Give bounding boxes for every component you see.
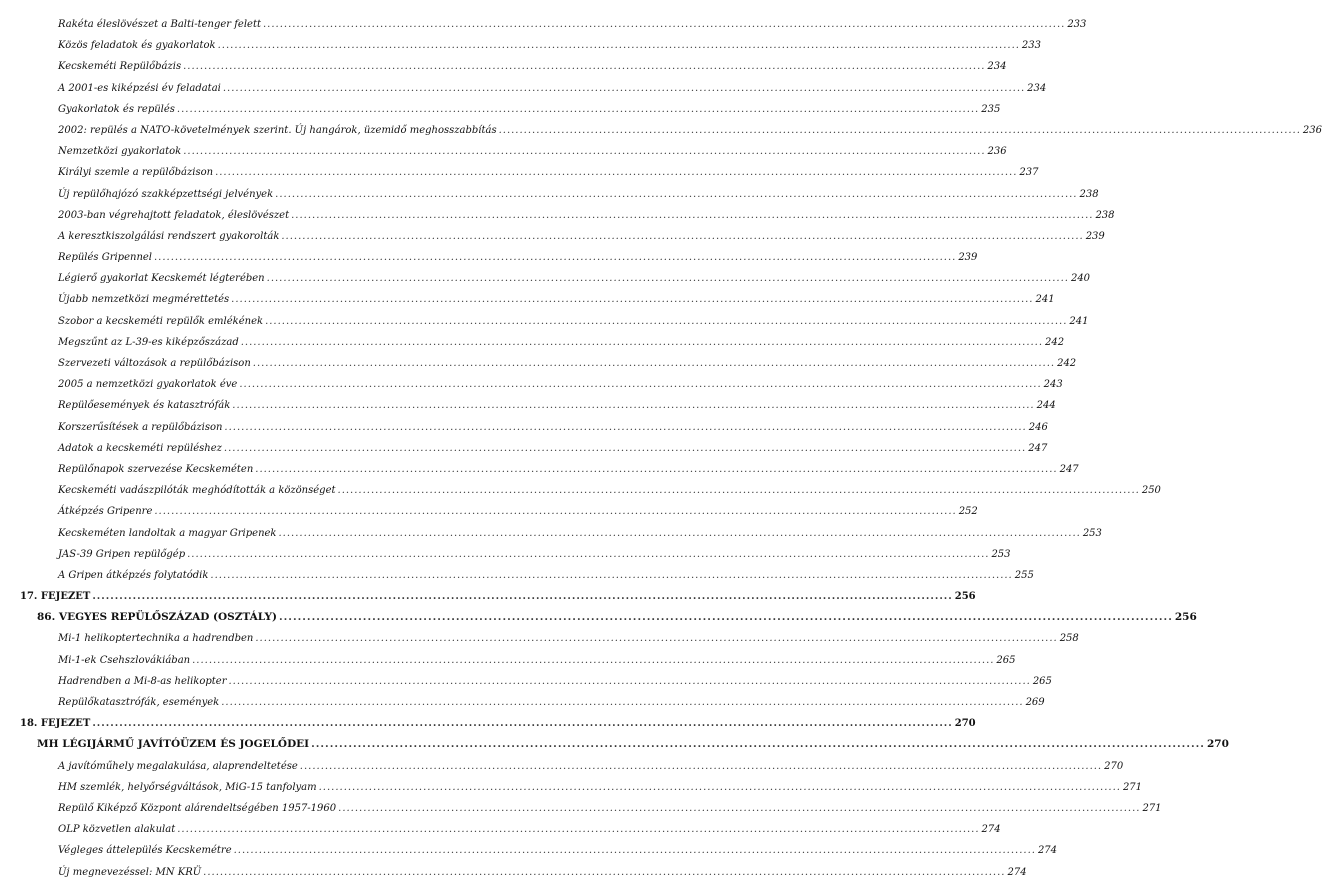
toc-entry-title: Gyakorlatok és repülés [58,103,175,115]
toc-entry-title: Kecskeméti vadászpilóták meghódították a közönséget [58,485,336,497]
toc-entry [0,205,1115,226]
toc-entry-page-number: 274 [1037,845,1058,857]
dot-leader [499,120,1301,141]
dot-leader [265,311,1067,332]
toc-entry-title: Repülőesemények és katasztrófák [58,400,231,412]
dot-leader [279,523,1081,544]
toc-entry [0,798,1162,819]
toc-entry-title: 2005 a nemzetközi gyakorlatok éve [58,379,238,391]
toc-entry-title: A javítóműhely megalakulása, alaprendeltetése [58,760,298,772]
toc-entry-title: Rakéta éleslövészet a Balti-tenger felett [58,19,261,30]
dot-leader [291,205,1093,226]
toc-entry-page-number: 244 [1036,400,1056,412]
dot-leader [92,713,952,734]
toc-entry [0,374,1063,395]
dot-leader [187,544,989,565]
toc-entry-page-number: 274 [1007,866,1027,878]
toc-entry-title: Adatok a kecskeméti repüléshez [58,442,222,454]
toc-entry [0,459,1079,480]
toc-entry-page-number: 242 [1057,358,1077,369]
toc-entry [0,438,1048,459]
toc-entry-page-number: 247 [1028,442,1048,454]
toc-entry-title: OLP közvetlen alakulat [58,824,176,836]
dot-leader [253,353,1055,374]
dot-leader [255,628,1057,649]
toc-entry [0,628,1079,649]
toc-entry [0,332,1065,353]
toc-entry [0,35,1042,56]
toc-entry-title: Korszerűsítések a repülőbázison [58,421,223,433]
toc-entry-title: HM szemlék, helyőrségváltások, MiG-15 tanfolyam [58,781,317,793]
toc-entry-title: Repülőnapok szervezése Kecskeméten [58,463,254,475]
toc-entry [0,289,1055,310]
dot-leader [154,247,956,268]
toc-entry-title: Mi-1 helikoptertechnika a hadrendben [58,633,254,645]
dot-leader [338,480,1140,501]
toc-entry-page-number: 265 [1032,675,1052,687]
toc-entry-title: 17. FEJEZET [20,591,91,603]
dot-leader [232,395,1034,416]
dot-leader [279,607,1173,628]
toc-entry-title: A keresztkiszolgálási rendszert gyakorolták [58,230,280,242]
toc-entry [0,353,1077,374]
toc-entry-page-number: 271 [1122,781,1143,793]
dot-leader [263,14,1065,35]
toc-entry-page-number: 233 [1067,19,1087,30]
toc-entry-page-number: 236 [987,146,1007,158]
toc-entry [0,840,1058,861]
toc-entry-page-number: 252 [958,506,978,518]
toc-entry [0,777,1143,798]
toc-entry-title: MH LÉGIJÁRMŰ JAVÍTÓÜZEM ÉS JOGELŐDEI [37,738,310,751]
toc-entry [0,671,1052,692]
dot-leader [224,417,1026,438]
toc-entry-title: Repülés Gripennel [58,252,152,264]
toc-entry-page-number: 246 [1028,421,1048,433]
toc-entry [0,756,1124,777]
dot-leader [255,459,1057,480]
toc-entry-page-number: 239 [958,252,978,264]
toc-entry [0,523,1102,544]
toc-entry [0,56,1007,77]
toc-entry-title: 2002: repülés a NATO-követelmények szerint. Új hangárok, üzemidő meghosszabbítás [58,124,497,136]
toc-entry [0,692,1045,713]
toc-entry-title: Hadrendben a Mi-8-as helikopter [58,675,227,687]
dot-leader [281,226,1083,247]
toc-entry-title: Repülőkatasztrófák, események [58,697,220,708]
dot-leader [338,798,1140,819]
toc-entry-page-number: 250 [1141,485,1161,497]
toc-entry-page-number: 239 [1085,230,1105,242]
dot-leader [210,565,1012,586]
dot-leader [192,650,994,671]
toc-entry-title: Átképzés Gripenre [58,506,153,518]
dot-leader [267,268,1069,289]
toc-entry-page-number: 238 [1095,209,1115,221]
toc-entry-page-number: 233 [1021,40,1042,52]
toc-entry [0,226,1105,247]
toc-entry [0,862,1027,883]
toc-entry-page-number: 247 [1059,463,1079,475]
toc-entry-page-number: 234 [987,61,1007,73]
toc-entry [0,78,1047,99]
toc-entry-page-number: 270 [954,718,976,730]
dot-leader [215,162,1017,183]
toc-entry-page-number: 234 [1027,82,1047,94]
toc-entry-title: Nemzetközi gyakorlatok [58,146,182,158]
toc-entry-page-number: 243 [1043,379,1063,391]
toc-entry-page-number: 265 [996,654,1016,666]
toc-entry-title: A 2001-es kiképzési év feladatai [58,82,221,94]
toc-entry-page-number: 270 [1104,760,1124,772]
toc-entry-title: Újabb nemzetközi megmérettetés [58,294,230,306]
dot-leader [234,840,1036,861]
dot-leader [319,777,1121,798]
dot-leader [241,332,1043,353]
dot-leader [275,184,1077,205]
toc-entry-page-number: 237 [1019,167,1039,179]
toc-entry-page-number: 242 [1045,336,1065,348]
toc-entry [0,120,1322,141]
dot-leader [92,586,952,607]
toc-entry [0,268,1091,289]
toc-entry-page-number: 253 [991,548,1011,560]
toc-entry-title: Szervezeti változások a repülőbázison [58,358,251,369]
dot-leader [218,35,1020,56]
toc-entry-title: Megszűnt az L-39-es kiképzőszázad [58,336,239,348]
dot-leader [229,671,1031,692]
toc-section-heading [0,734,1229,755]
dot-leader [154,501,956,522]
toc-entry-title: Kecskeméten landoltak a magyar Gripenek [58,527,277,539]
toc-entry-title: 2003-ban végrehajtott feladatok, éleslövészet [58,209,290,221]
toc-entry-page-number: 270 [1206,738,1229,751]
toc-entry-title: Kecskeméti Repülőbázis [58,61,182,73]
toc-entry-page-number: 271 [1142,802,1162,814]
toc-entry-title: 86. VEGYES REPÜLŐSZÁZAD (OSZTÁLY) [37,611,277,624]
toc-entry-title: JAS-39 Gripen repülőgép [58,548,186,560]
dot-leader [177,819,979,840]
toc-entry-page-number: 236 [1302,124,1322,136]
dot-leader [300,756,1102,777]
toc-entry [0,99,1001,120]
table-of-contents [0,14,1322,883]
toc-entry-title: Szobor a kecskeméti repülők emlékének [58,315,264,327]
toc-entry [0,311,1089,332]
dot-leader [203,862,1005,883]
toc-entry [0,162,1039,183]
toc-entry [0,14,1087,35]
toc-entry [0,141,1007,162]
toc-entry-title: A Gripen átképzés folytatódik [58,569,209,581]
toc-entry-title: Új repülőhajózó szakképzettségi jelvények [58,188,274,200]
dot-leader [183,141,985,162]
toc-entry-title: Új megnevezéssel: MN KRÜ [58,866,202,878]
toc-entry-title: Közös feladatok és gyakorlatok [58,40,216,52]
toc-chapter-heading [0,586,976,607]
toc-entry-page-number: 256 [1174,611,1197,624]
dot-leader [311,734,1205,755]
toc-entry [0,544,1011,565]
toc-entry-page-number: 256 [954,591,976,603]
toc-entry-title: Királyi szemle a repülőbázison [58,167,214,179]
toc-entry [0,395,1056,416]
toc-entry-page-number: 241 [1035,294,1055,306]
toc-entry [0,565,1034,586]
toc-entry-title: Légierő gyakorlat Kecskemét légterében [58,273,265,285]
toc-entry [0,480,1161,501]
toc-entry-page-number: 241 [1069,315,1089,327]
dot-leader [177,99,979,120]
toc-entry-page-number: 255 [1014,569,1034,581]
dot-leader [239,374,1041,395]
dot-leader [183,56,985,77]
toc-entry-title: Mi-1-ek Csehszlovákiában [58,654,191,666]
toc-entry-title: Repülő Kiképző Központ alárendeltségében 1957-1960 [58,802,337,814]
toc-entry-page-number: 240 [1070,273,1091,285]
dot-leader [224,438,1026,459]
dot-leader [221,692,1023,713]
toc-chapter-heading [0,713,976,734]
toc-section-heading [0,607,1197,628]
toc-entry [0,819,1001,840]
dot-leader [223,78,1025,99]
dot-leader [231,289,1033,310]
toc-entry-page-number: 269 [1025,697,1045,708]
toc-entry [0,417,1048,438]
toc-entry-page-number: 253 [1082,527,1102,539]
toc-entry-title: Végleges áttelepülés Kecskemétre [58,845,232,857]
toc-entry-title: 18. FEJEZET [20,718,91,730]
toc-entry-page-number: 235 [981,103,1001,115]
toc-entry [0,501,978,522]
toc-entry-page-number: 258 [1059,633,1079,645]
toc-entry-page-number: 238 [1079,188,1099,200]
toc-entry [0,650,1016,671]
toc-entry [0,184,1099,205]
toc-entry-page-number: 274 [981,824,1001,836]
toc-entry [0,247,978,268]
